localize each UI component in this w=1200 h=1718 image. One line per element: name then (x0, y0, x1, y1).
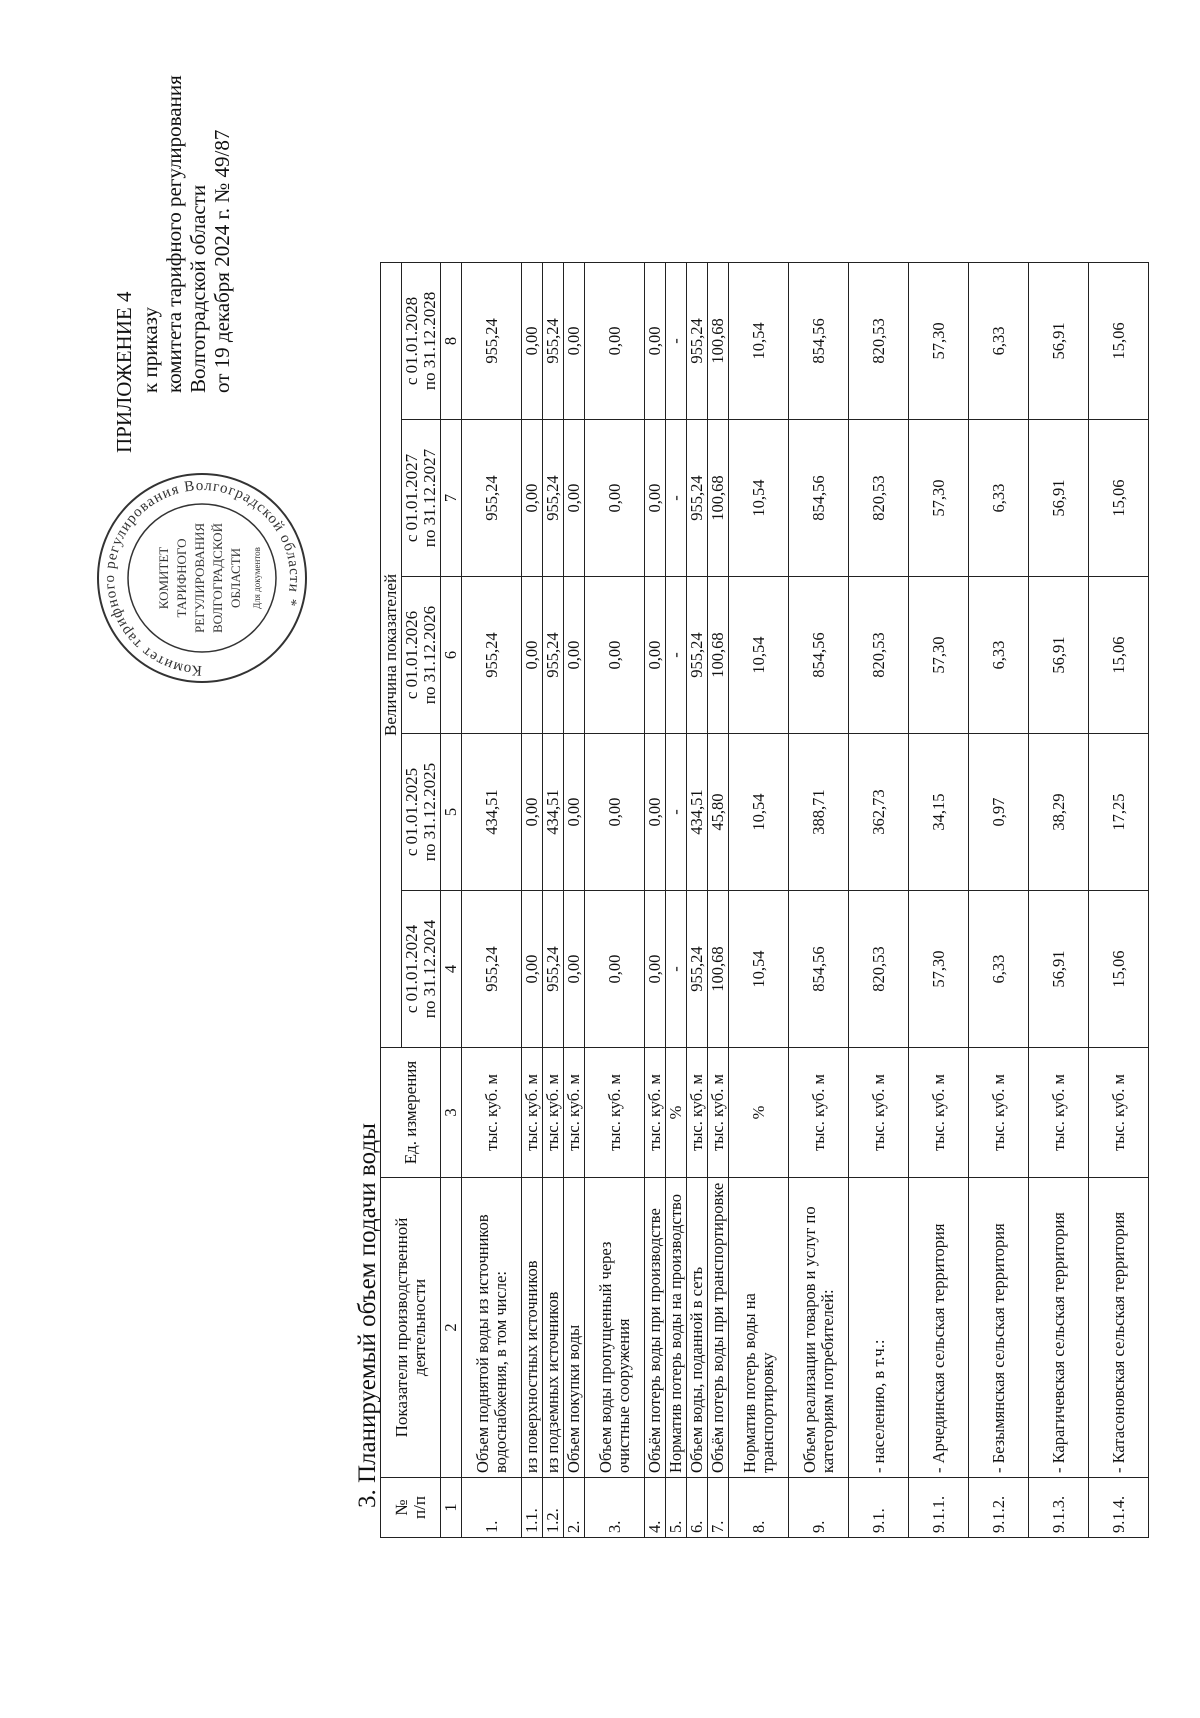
seal-inner-text: ВОЛГОГРАДСКОЙ (210, 523, 225, 633)
row-value: 100,68 (708, 262, 729, 419)
row-indicator: Норматив потерь воды на транспортировку (729, 1178, 789, 1478)
row-indicator: Объём потерь воды при транспортировке (708, 1178, 729, 1478)
row-value: 854,56 (789, 891, 849, 1048)
row-value: 17,25 (1089, 734, 1149, 891)
col-number: № п/п (381, 1478, 441, 1538)
table-body (462, 262, 1149, 1537)
row-value: - (666, 734, 687, 891)
row-unit: % (666, 1048, 687, 1178)
row-value: 955,24 (543, 577, 564, 734)
row-value: 15,06 (1089, 420, 1149, 577)
row-indicator: - Арчединская сельская территория (909, 1178, 969, 1478)
column-index-cell: 6 (441, 577, 462, 734)
row-value: 10,54 (729, 891, 789, 1048)
row-value: 6,33 (969, 577, 1029, 734)
row-indicator: Норматив потерь воды на производство (666, 1178, 687, 1478)
row-number: 9.1.2. (969, 1478, 1029, 1538)
row-unit: тыс. куб. м (909, 1048, 969, 1178)
row-indicator: Объем реализации товаров и услуг по категориям потребителей: (789, 1178, 849, 1478)
header-row-index (441, 262, 462, 1537)
row-number: 9.1.1. (909, 1478, 969, 1538)
row-unit: тыс. куб. м (522, 1048, 543, 1178)
row-value: 10,54 (729, 577, 789, 734)
row-indicator: Объем поднятой воды из источников водоснабжения, в том числе: (462, 1178, 522, 1478)
row-value: 955,24 (543, 262, 564, 419)
row-number: 3. (585, 1478, 645, 1538)
row-indicator: - населению, в т.ч.: (849, 1178, 909, 1478)
row-value: 57,30 (909, 891, 969, 1048)
row-value: 0,97 (969, 734, 1029, 891)
row-indicator: Объем покупки воды (564, 1178, 585, 1478)
col-indicator: Показатели производственной деятельности (381, 1178, 441, 1478)
row-number: 9.1.4. (1089, 1478, 1149, 1538)
seal-inner-text: ОБЛАСТИ (228, 547, 243, 609)
row-value: - (666, 420, 687, 577)
row-value: 955,24 (687, 891, 708, 1048)
row-value: 955,24 (462, 262, 522, 419)
row-unit: тыс. куб. м (645, 1048, 666, 1178)
table-row (564, 262, 585, 1537)
row-unit: тыс. куб. м (543, 1048, 564, 1178)
row-unit: тыс. куб. м (1089, 1048, 1149, 1178)
row-value: 955,24 (462, 577, 522, 734)
row-value: 434,51 (543, 734, 564, 891)
period-header: с 01.01.2025 по 31.12.2025 (402, 734, 441, 891)
table-row (645, 262, 666, 1537)
row-value: 820,53 (849, 420, 909, 577)
row-value: - (666, 577, 687, 734)
row-value: 38,29 (1029, 734, 1089, 891)
row-value: 0,00 (585, 734, 645, 891)
row-indicator: Объем воды, поданной в сеть (687, 1178, 708, 1478)
row-number: 1.2. (543, 1478, 564, 1538)
period-header: с 01.01.2028 по 31.12.2028 (402, 262, 441, 419)
header-line-1: к приказу (138, 307, 162, 393)
table-row (969, 262, 1029, 1537)
table-row (687, 262, 708, 1537)
row-value: 0,00 (564, 734, 585, 891)
row-indicator: Объем воды пропущенный через очистные сооружения (585, 1178, 645, 1478)
row-indicator: - Карагичевская сельская территория (1029, 1178, 1089, 1478)
row-value: 0,00 (645, 734, 666, 891)
row-indicator: из подземных источников (543, 1178, 564, 1478)
row-value: 955,24 (543, 891, 564, 1048)
seal-inner-text: КОМИТЕТ (156, 546, 171, 610)
row-value: 0,00 (645, 577, 666, 734)
section-title: 3. Планируемый объем подачи воды (354, 1123, 381, 1508)
row-value: 362,73 (849, 734, 909, 891)
row-value: 0,00 (585, 891, 645, 1048)
row-value: 388,71 (789, 734, 849, 891)
table-row (789, 262, 849, 1537)
col-values-group: Величина показателей (381, 262, 402, 1047)
seal-inner-text: ТАРИФНОГО (174, 538, 189, 618)
row-unit: тыс. куб. м (564, 1048, 585, 1178)
row-value: 854,56 (789, 262, 849, 419)
row-value: 955,24 (543, 420, 564, 577)
table-row (1029, 262, 1089, 1537)
row-value: 0,00 (645, 262, 666, 419)
column-index-cell: 1 (441, 1478, 462, 1538)
row-value: 955,24 (462, 420, 522, 577)
row-value: 955,24 (687, 262, 708, 419)
svg-text:Комитет тарифного регулировани: Комитет тарифного регулирования Волгоградской области * (101, 477, 303, 679)
appendix-title: ПРИЛОЖЕНИЕ 4 (112, 291, 136, 453)
row-value: 6,33 (969, 891, 1029, 1048)
seal-graphic (92, 468, 312, 688)
row-number: 2. (564, 1478, 585, 1538)
row-unit: тыс. куб. м (849, 1048, 909, 1178)
row-value: 0,00 (585, 420, 645, 577)
row-number: 6. (687, 1478, 708, 1538)
header-line-2: комитета тарифного регулирования (162, 75, 186, 393)
column-index-cell: 8 (441, 262, 462, 419)
row-value: 10,54 (729, 262, 789, 419)
column-index-cell: 5 (441, 734, 462, 891)
row-value: 0,00 (564, 420, 585, 577)
row-value: 15,06 (1089, 577, 1149, 734)
table-row (1089, 262, 1149, 1537)
row-value: 0,00 (645, 420, 666, 577)
table-row (462, 262, 522, 1537)
row-value: 0,00 (522, 891, 543, 1048)
row-unit: тыс. куб. м (969, 1048, 1029, 1178)
row-value: 434,51 (462, 734, 522, 891)
row-value: 955,24 (687, 420, 708, 577)
row-value: 6,33 (969, 420, 1029, 577)
row-value: 820,53 (849, 577, 909, 734)
row-value: 854,56 (789, 577, 849, 734)
row-number: 9. (789, 1478, 849, 1538)
row-unit: тыс. куб. м (708, 1048, 729, 1178)
row-value: 0,00 (564, 577, 585, 734)
row-number: 5. (666, 1478, 687, 1538)
table-row (849, 262, 909, 1537)
column-index-cell: 3 (441, 1048, 462, 1178)
seal-inner-text: РЕГУЛИРОВАНИЯ (192, 522, 207, 634)
row-value: 10,54 (729, 420, 789, 577)
row-value: 100,68 (708, 891, 729, 1048)
table-row (585, 262, 645, 1537)
row-unit: тыс. куб. м (585, 1048, 645, 1178)
row-unit: тыс. куб. м (687, 1048, 708, 1178)
row-value: 0,00 (585, 577, 645, 734)
row-number: 1. (462, 1478, 522, 1538)
period-header: с 01.01.2027 по 31.12.2027 (402, 420, 441, 577)
row-value: 6,33 (969, 262, 1029, 419)
row-unit: тыс. куб. м (789, 1048, 849, 1178)
row-value: 0,00 (522, 577, 543, 734)
row-value: 820,53 (849, 891, 909, 1048)
col-unit: Ед. измерения (381, 1048, 441, 1178)
row-number: 4. (645, 1478, 666, 1538)
row-value: 0,00 (585, 262, 645, 419)
row-value: 955,24 (462, 891, 522, 1048)
period-header: с 01.01.2024 по 31.12.2024 (402, 891, 441, 1048)
official-seal (92, 468, 312, 688)
row-value: 0,00 (564, 262, 585, 419)
row-indicator: Объём потерь воды при производстве (645, 1178, 666, 1478)
row-value: 820,53 (849, 262, 909, 419)
row-value: 15,06 (1089, 891, 1149, 1048)
row-value: 434,51 (687, 734, 708, 891)
seal-inner-text: Для документов (252, 547, 262, 609)
table-row (909, 262, 969, 1537)
appendix-header (112, 13, 234, 453)
row-value: 56,91 (1029, 262, 1089, 419)
row-indicator: из поверхностных источников (522, 1178, 543, 1478)
column-index-cell: 2 (441, 1178, 462, 1478)
row-value: 0,00 (522, 734, 543, 891)
row-value: 0,00 (564, 891, 585, 1048)
table-row (729, 262, 789, 1537)
row-value: 0,00 (645, 891, 666, 1048)
row-value: 57,30 (909, 420, 969, 577)
row-unit: тыс. куб. м (1029, 1048, 1089, 1178)
row-value: 45,80 (708, 734, 729, 891)
row-number: 1.1. (522, 1478, 543, 1538)
row-value: - (666, 262, 687, 419)
row-value: - (666, 891, 687, 1048)
row-value: 0,00 (522, 420, 543, 577)
table-row (522, 262, 543, 1537)
table-row (708, 262, 729, 1537)
row-value: 0,00 (522, 262, 543, 419)
row-value: 56,91 (1029, 420, 1089, 577)
period-header: с 01.01.2026 по 31.12.2026 (402, 577, 441, 734)
water-supply-table (380, 262, 1149, 1538)
table-row (543, 262, 564, 1537)
header-row-1 (381, 262, 402, 1537)
table-row (666, 262, 687, 1537)
row-value: 57,30 (909, 262, 969, 419)
row-unit: % (729, 1048, 789, 1178)
row-value: 100,68 (708, 420, 729, 577)
row-value: 57,30 (909, 577, 969, 734)
header-line-3: Волгоградской области (186, 184, 210, 393)
row-value: 854,56 (789, 420, 849, 577)
column-index-cell: 7 (441, 420, 462, 577)
column-index-cell: 4 (441, 891, 462, 1048)
row-value: 15,06 (1089, 262, 1149, 419)
row-value: 56,91 (1029, 577, 1089, 734)
row-unit: тыс. куб. м (462, 1048, 522, 1178)
row-indicator: - Безымянская сельская территория (969, 1178, 1029, 1478)
row-value: 10,54 (729, 734, 789, 891)
row-number: 8. (729, 1478, 789, 1538)
row-indicator: - Катасоновская сельская территория (1089, 1178, 1149, 1478)
row-number: 9.1. (849, 1478, 909, 1538)
row-number: 7. (708, 1478, 729, 1538)
row-value: 955,24 (687, 577, 708, 734)
row-number: 9.1.3. (1029, 1478, 1089, 1538)
row-value: 100,68 (708, 577, 729, 734)
row-value: 56,91 (1029, 891, 1089, 1048)
header-line-4: от 19 декабря 2024 г. № 49/87 (210, 129, 234, 393)
row-value: 34,15 (909, 734, 969, 891)
